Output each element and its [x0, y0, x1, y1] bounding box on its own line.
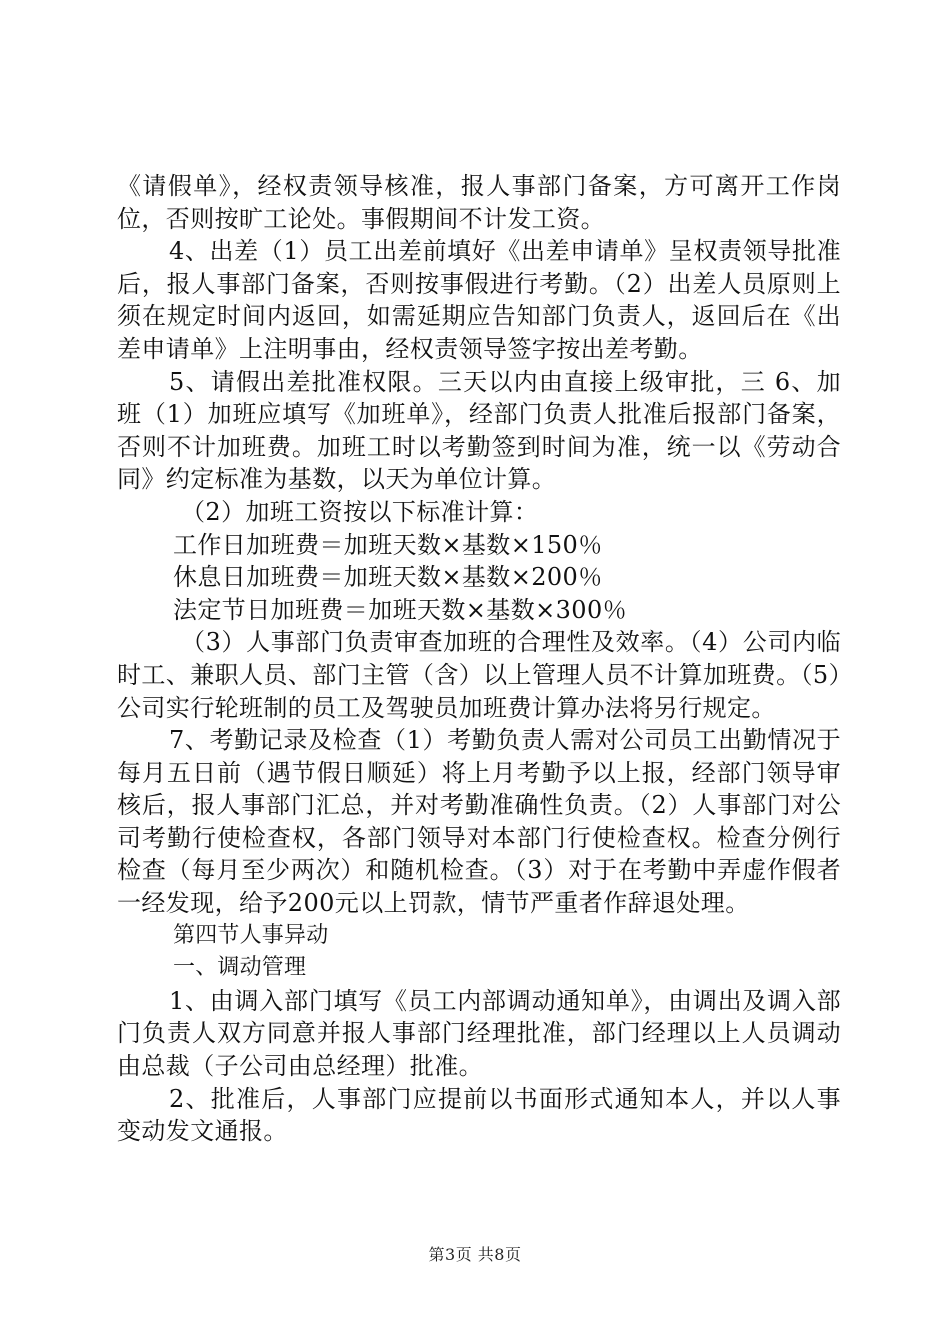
paragraph-attendance-records: 7、考勤记录及检查（1）考勤负责人需对公司员工出勤情况于每月五日前（遇节假日顺延）将上月考勤予以上报，经部门领导审核后，报人事部门汇总，并对考勤准确性负责。（2）人事部门对公司考勤行使检查权，各部门领导对本部门行使检查权。检查分例行检查（每月至少两次）和随机检查。（3）对于在考勤中弄虚作假者一经发现，给予200元以上罚款，情节严重者作辞退处理。 [117, 726, 841, 918]
formula-restday-overtime: 休息日加班费＝加班天数×基数×200％ [173, 563, 603, 592]
paragraph-overtime-pay-standard: （2）加班工资按以下标准计算： [181, 497, 539, 526]
paragraph-approval-and-overtime: 5、请假出差批准权限。三天以内由直接上级审批，三 6、加班（1）加班应填写《加班单》，经部门负责人批准后报部门备案，否则不计加班费。加班工时以考勤签到时间为准，统一以《劳动合同》约定标准为基数，以天为单位计算。 [117, 367, 841, 494]
paragraph-transfer-procedure: 1、由调入部门填写《员工内部调动通知单》，由调出及调入部门负责人双方同意并报人事部门经理批准，部门经理以上人员调动由总裁（子公司由总经理）批准。 [117, 986, 841, 1081]
paragraph-leave-request-tail: 《请假单》，经权责领导核准，报人事部门备案，方可离开工作岗位，否则按旷工论处。事假期间不计发工资。 [117, 172, 841, 233]
section-heading-personnel-changes: 第四节人事异动 [173, 922, 329, 948]
subsection-heading-transfer-management: 一、调动管理 [173, 955, 307, 981]
formula-holiday-overtime: 法定节日加班费＝加班天数×基数×300％ [173, 595, 628, 624]
paragraph-transfer-notification: 2、批准后，人事部门应提前以书面形式通知本人，并以人事变动发文通报。 [117, 1084, 841, 1146]
document-body [117, 170, 841, 1148]
formula-workday-overtime: 工作日加班费＝加班天数×基数×150％ [173, 530, 603, 559]
paragraph-overtime-review: （3）人事部门负责审查加班的合理性及效率。（4）公司内临时工、兼职人员、部门主管（含）以上管理人员不计算加班费。（5）公司实行轮班制的员工及驾驶员加班费计算办法将另行规定。 [117, 628, 841, 722]
paragraph-business-trip: 4、出差（1）员工出差前填好《出差申请单》呈权责领导批准后，报人事部门备案，否则按事假进行考勤。（2）出差人员原则上须在规定时间内返回，如需延期应告知部门负责人，返回后在《出差申请单》上注明事由，经权责领导签字按出差考勤。 [117, 237, 841, 363]
page-number-footer: 第3页 共8页 [428, 1245, 522, 1264]
